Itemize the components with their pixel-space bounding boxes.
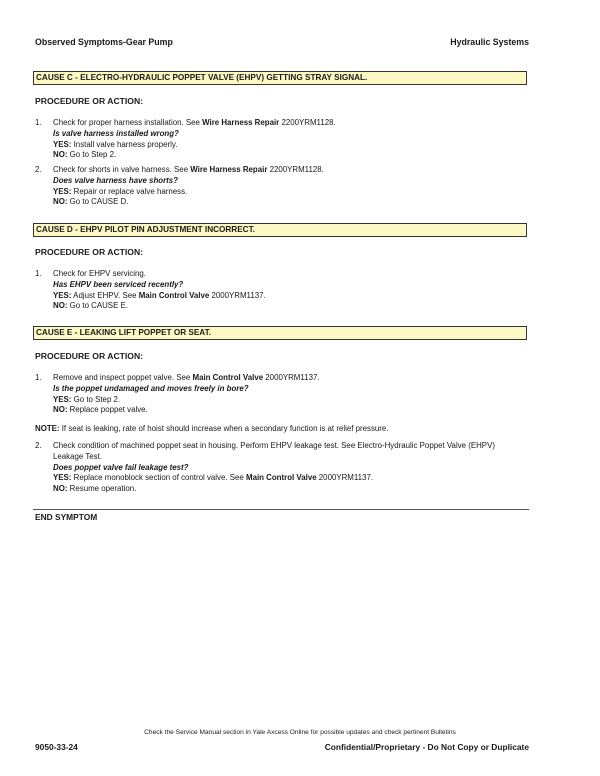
step-instruction: Check for proper harness installation. See Wire Harness Repair 2200YRM1128. <box>53 118 336 127</box>
cause-d-banner: CAUSE D - EHPV PILOT PIN ADJUSTMENT INCORRECT. <box>33 223 527 237</box>
note-text: If seat is leaking, rate of hoist should increase when a secondary function is at relief pressure. <box>59 424 389 433</box>
cause-c-step-1 <box>35 118 530 161</box>
step-yes: YES: Install valve harness properly. <box>53 139 178 149</box>
step-no: NO: Resume operation. <box>53 484 137 494</box>
step-yes: YES: Adjust EHPV. See Main Control Valve 2000YRM1137. <box>53 290 266 300</box>
step-number: 2. <box>35 165 42 174</box>
step-number: 2. <box>35 441 42 450</box>
step-yes: YES: Replace monoblock section of control valve. See Main Control Valve 2000YRM1137. <box>53 473 374 483</box>
cause-c-step-2 <box>35 165 530 208</box>
step-number: 1. <box>35 269 42 278</box>
manual-reference: Main Control Valve <box>138 290 210 300</box>
cause-c-procedure-heading: PROCEDURE OR ACTION: <box>35 96 144 106</box>
step-question: Has EHPV been serviced recently? <box>53 279 184 289</box>
footer-page-number: 9050-33-24 <box>35 742 78 752</box>
end-symptom-label: END SYMPTOM <box>35 512 98 522</box>
step-instruction: Check for EHPV servicing. <box>53 269 146 278</box>
cause-d-step-1 <box>35 269 530 312</box>
manual-reference: Wire Harness Repair <box>190 165 268 174</box>
step-instruction: Check for shorts in valve harness. See Wire Harness Repair 2200YRM1128. <box>53 165 324 174</box>
step-number: 1. <box>35 118 42 127</box>
step-question: Does valve harness have shorts? <box>53 175 178 185</box>
section-divider <box>33 509 529 510</box>
manual-reference: Main Control Valve <box>192 373 264 382</box>
manual-reference: Wire Harness Repair <box>202 118 280 127</box>
step-instruction: Remove and inspect poppet valve. See Main Control Valve 2000YRM1137. <box>53 373 320 382</box>
header-chapter-title: Hydraulic Systems <box>450 37 529 47</box>
step-no: NO: Go to CAUSE E. <box>53 301 128 311</box>
cause-d-procedure-heading: PROCEDURE OR ACTION: <box>35 247 144 257</box>
step-yes: YES: Go to Step 2. <box>53 394 121 404</box>
step-number: 1. <box>35 373 42 382</box>
step-no: NO: Go to Step 2. <box>53 150 117 160</box>
header-section-title: Observed Symptoms-Gear Pump <box>35 37 173 47</box>
step-no: NO: Go to CAUSE D. <box>53 197 129 207</box>
footer-update-note: Check the Service Manual section in Yale Axcess Online for possible updates and check pertinent Bulletins <box>144 729 456 736</box>
step-question: Is valve harness installed wrong? <box>53 128 179 138</box>
cause-e-step-2 <box>35 441 530 495</box>
step-no: NO: Replace poppet valve. <box>53 405 148 415</box>
manual-reference: Main Control Valve <box>246 473 317 483</box>
footer-confidential-notice: Confidential/Proprietary - Do Not Copy or Duplicate <box>324 742 529 752</box>
step-instruction: Check condition of machined poppet seat in housing. Perform EHPV leakage test. See Electro-Hydraulic Poppet Valve (EHPV) Leakage Test. <box>53 441 495 461</box>
page-header <box>35 37 529 51</box>
cause-e-banner: CAUSE E - LEAKING LIFT POPPET OR SEAT. <box>33 326 527 340</box>
cause-c-banner: CAUSE C - ELECTRO-HYDRAULIC POPPET VALVE (EHPV) GETTING STRAY SIGNAL. <box>33 71 527 85</box>
note <box>35 424 530 435</box>
cause-e-procedure-heading: PROCEDURE OR ACTION: <box>35 351 144 361</box>
step-question: Is the poppet undamaged and moves freely in bore? <box>53 383 249 393</box>
step-yes: YES: Repair or replace valve harness. <box>53 186 188 196</box>
cause-e-step-1 <box>35 373 530 416</box>
step-question: Does poppet valve fail leakage test? <box>53 462 189 472</box>
note-label: NOTE: <box>35 424 60 433</box>
